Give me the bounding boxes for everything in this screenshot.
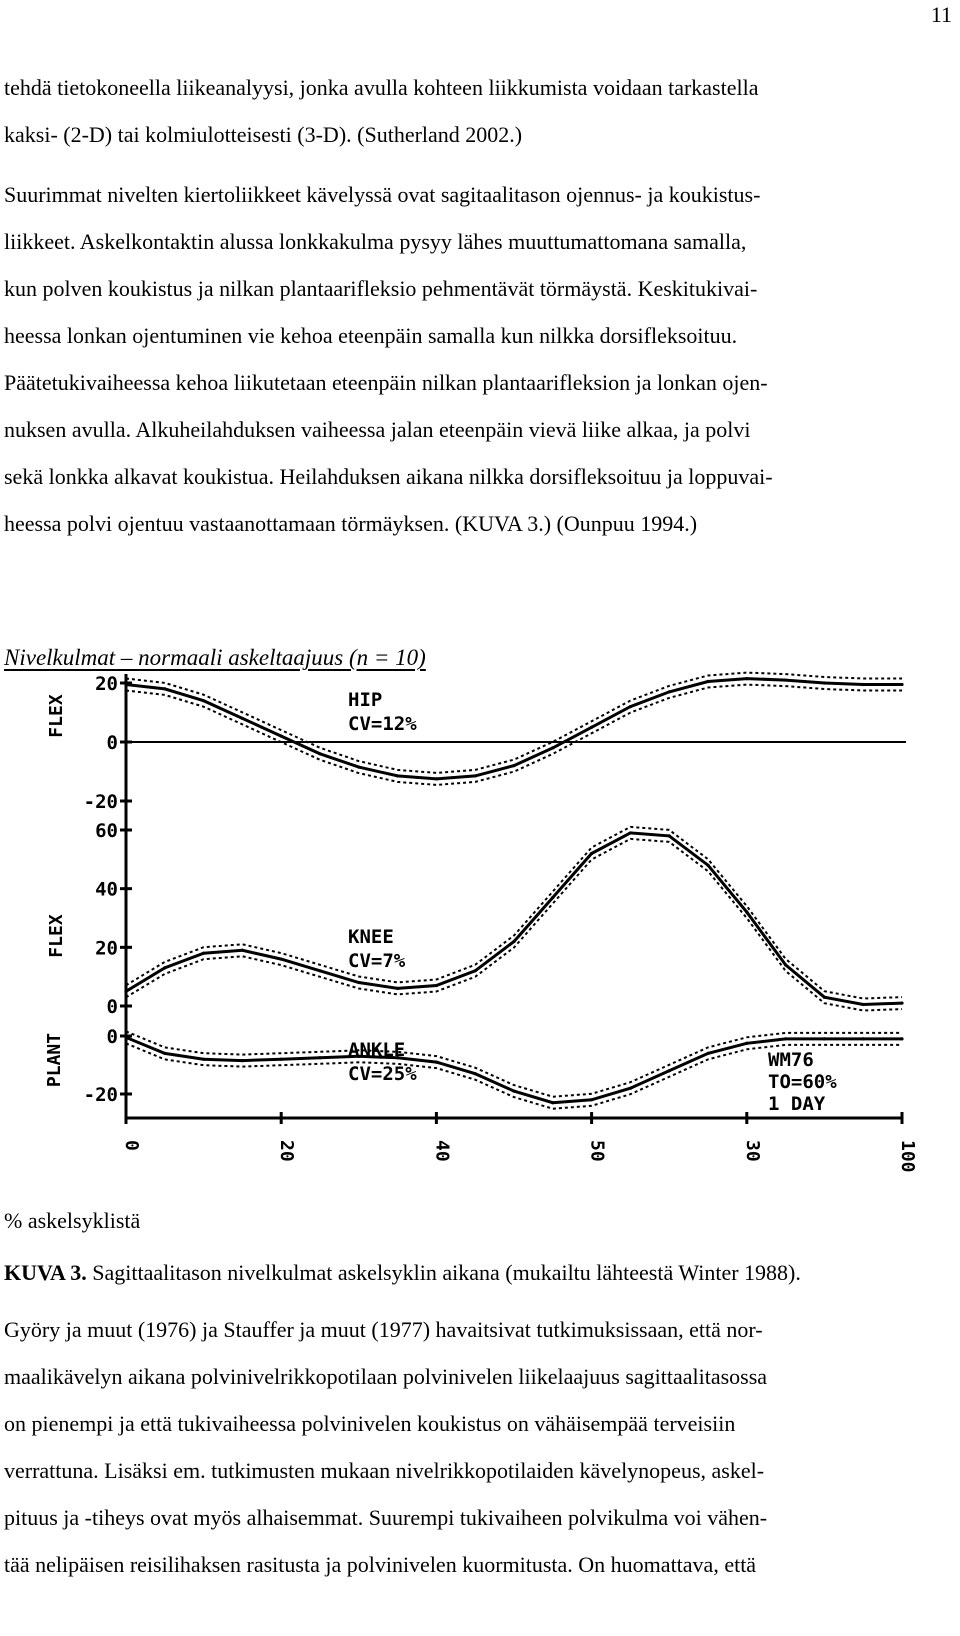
x-tick-label: 50: [586, 1140, 608, 1162]
knee-data-point: [551, 896, 554, 899]
y-tick-label: 0: [106, 1026, 118, 1048]
y-tick-label: 60: [95, 820, 118, 842]
knee-data-point: [512, 940, 515, 943]
hip-data-point: [396, 774, 399, 777]
text-line: kun polven koukistus ja nilkan plantaarifleksio pehmentävät törmäystä. Keskitukivai-: [4, 276, 758, 301]
ankle-data-point: [668, 1069, 671, 1072]
knee-data-point: [241, 949, 244, 952]
annotation-line: WM76: [768, 1049, 814, 1071]
text-line: Györy ja muut (1976) ja Stauffer ja muut (1977) havaitsivat tutkimuksissaan, että nor-: [4, 1317, 763, 1342]
ankle-data-point: [629, 1087, 632, 1090]
y-tick-label: 0: [106, 732, 118, 754]
hip-data-point: [629, 705, 632, 708]
knee-data-point: [745, 911, 748, 914]
knee-lower-band: [126, 839, 902, 1011]
hip-data-point: [474, 774, 477, 777]
page-number: 11: [930, 2, 952, 27]
knee-data-point: [357, 981, 360, 984]
knee-data-point: [435, 984, 438, 987]
y-tick-label: 0: [106, 996, 118, 1018]
knee-upper-band: [126, 827, 902, 999]
hip-data-point: [202, 699, 205, 702]
knee-data-point: [318, 969, 321, 972]
paragraph-2: [4, 171, 944, 547]
knee-label: KNEE: [348, 926, 394, 948]
y-tick-label: 20: [95, 937, 118, 960]
ankle-data-point: [163, 1052, 166, 1055]
annotation-line: 1 DAY: [768, 1093, 826, 1115]
y-tick-label: -20: [83, 1084, 118, 1106]
knee-data-point: [862, 1003, 865, 1006]
hip-data-point: [124, 683, 127, 686]
ankle-data-point: [862, 1037, 865, 1040]
hip-data-point: [163, 687, 166, 690]
ankle-data-point: [474, 1072, 477, 1075]
ankle-data-point: [900, 1037, 903, 1040]
hip-data-point: [551, 746, 554, 749]
x-tick-label: 100: [897, 1140, 918, 1173]
ankle-data-point: [241, 1059, 244, 1062]
ankle-data-point: [280, 1058, 283, 1061]
y-tick-label: -20: [83, 791, 118, 813]
paragraph-3: [4, 1306, 944, 1588]
ankle-data-point: [706, 1052, 709, 1055]
panel-side-label: PLANT: [44, 1032, 65, 1088]
hip-data-point: [900, 683, 903, 686]
figure-caption: [4, 1257, 939, 1289]
y-tick-label: 40: [95, 878, 118, 901]
knee-cv-label: CV=7%: [348, 950, 406, 972]
hip-data-point: [745, 677, 748, 680]
ankle-data-point: [784, 1037, 787, 1040]
knee-data-point: [396, 987, 399, 990]
hip-data-point: [241, 717, 244, 720]
text-line: heessa polvi ojentuu vastaanottamaan törmäyksen. (KUVA 3.) (Ounpuu 1994.): [4, 511, 698, 536]
knee-data-point: [163, 966, 166, 969]
ankle-data-point: [124, 1036, 127, 1039]
text-line: sekä lonkka alkavat koukistua. Heilahduksen aikana nilkka dorsifleksoituu ja loppuvai-: [4, 464, 773, 489]
paragraph-1: [4, 64, 944, 158]
hip-data-point: [823, 681, 826, 684]
x-tick-label: 30: [741, 1140, 763, 1162]
hip-data-point: [706, 680, 709, 683]
hip-label: HIP: [348, 689, 383, 711]
text-line: maalikävelyn aikana polvinivelrikkopotilaan polvinivelen liikelaajuus sagittaalitasossa: [4, 1364, 768, 1389]
figure-heading: Nivelkulmat – normaali askeltaajuus (n = 10): [4, 645, 426, 670]
text-line: heessa lonkan ojentuminen vie kehoa eteenpäin samalla kun nilkka dorsifleksoituu.: [4, 323, 738, 348]
ankle-data-point: [551, 1101, 554, 1104]
text-line: kaksi- (2-D) tai kolmiulotteisesti (3-D). (Sutherland 2002.): [4, 122, 523, 147]
knee-data-point: [784, 963, 787, 966]
gait-joint-angle-figure: [0, 668, 920, 1220]
knee-data-point: [590, 852, 593, 855]
y-tick-label: 20: [95, 673, 118, 695]
knee-data-point: [280, 957, 283, 960]
joint-angle-chart: [0, 668, 920, 1220]
hip-data-point: [435, 777, 438, 780]
x-axis-caption: % askelsyklistä: [4, 1208, 141, 1233]
hip-data-point: [590, 726, 593, 729]
ankle-data-point: [202, 1058, 205, 1061]
x-tick-label: 20: [276, 1140, 298, 1162]
text-line: verrattuna. Lisäksi em. tutkimusten mukaan nivelrikkopotilaiden kävelynopeus, askel-: [4, 1458, 765, 1483]
x-tick-label: 0: [121, 1140, 142, 1151]
ankle-data-point: [318, 1056, 321, 1059]
text-line: pituus ja -tiheys ovat myös alhaisemmat. Suurempi tukivaiheen polvikulma voi vähen-: [4, 1505, 768, 1530]
caption-text: Sagittaalitason nivelkulmat askelsyklin aikana (mukailtu lähteestä Winter 1988).: [86, 1260, 801, 1285]
hip-data-point: [280, 735, 283, 738]
knee-data-point: [823, 996, 826, 999]
knee-data-point: [706, 864, 709, 867]
knee-data-point: [474, 969, 477, 972]
hip-upper-band: [126, 673, 902, 773]
ankle-data-point: [823, 1037, 826, 1040]
knee-data-point: [668, 834, 671, 837]
hip-data-point: [784, 678, 787, 681]
ankle-data-point: [590, 1098, 593, 1101]
text-line: tehdä tietokoneella liikeanalyysi, jonka avulla kohteen liikkumista voidaan tarkastella: [4, 75, 759, 100]
ankle-cv-label: CV=25%: [348, 1063, 417, 1085]
text-line: on pienempi ja että tukivaiheessa polvinivelen koukistus on vähäisempää terveisiin: [4, 1411, 736, 1436]
caption-label: KUVA 3.: [4, 1260, 87, 1285]
annotation-line: TO=60%: [768, 1071, 837, 1093]
text-line: tää nelipäisen reisilihaksen rasitusta ja polvinivelen kuormitusta. On huomattava, että: [4, 1552, 757, 1577]
ankle-label: ANKLE: [348, 1039, 406, 1061]
panel-side-label: FLEX: [46, 694, 67, 738]
knee-mean-curve: [126, 833, 902, 1005]
ankle-data-point: [745, 1042, 748, 1045]
hip-data-point: [512, 764, 515, 767]
hip-lower-band: [126, 685, 902, 785]
hip-data-point: [357, 765, 360, 768]
hip-data-point: [862, 683, 865, 686]
text-line: liikkeet. Askelkontaktin alussa lonkkakulma pysyy lähes muuttumattomana samalla,: [4, 229, 747, 254]
hip-data-point: [318, 752, 321, 755]
hip-cv-label: CV=12%: [348, 713, 417, 735]
ankle-data-point: [512, 1090, 515, 1093]
knee-data-point: [900, 1001, 903, 1004]
knee-data-point: [124, 990, 127, 993]
knee-data-point: [629, 831, 632, 834]
hip-mean-curve: [126, 679, 902, 779]
text-line: Suurimmat nivelten kiertoliikkeet kävelyssä ovat sagitaalitason ojennus- ja koukistus-: [4, 182, 761, 207]
text-line: nuksen avulla. Alkuheilahduksen vaiheessa jalan eteenpäin vievä liike alkaa, ja polvi: [4, 417, 751, 442]
ankle-data-point: [435, 1061, 438, 1064]
knee-data-point: [202, 952, 205, 955]
x-tick-label: 40: [431, 1140, 453, 1162]
text-line: Päätetukivaiheessa kehoa liikutetaan eteenpäin nilkan plantaarifleksion ja lonkan ojen-: [4, 370, 768, 395]
panel-side-label: FLEX: [46, 914, 67, 958]
hip-data-point: [668, 690, 671, 693]
